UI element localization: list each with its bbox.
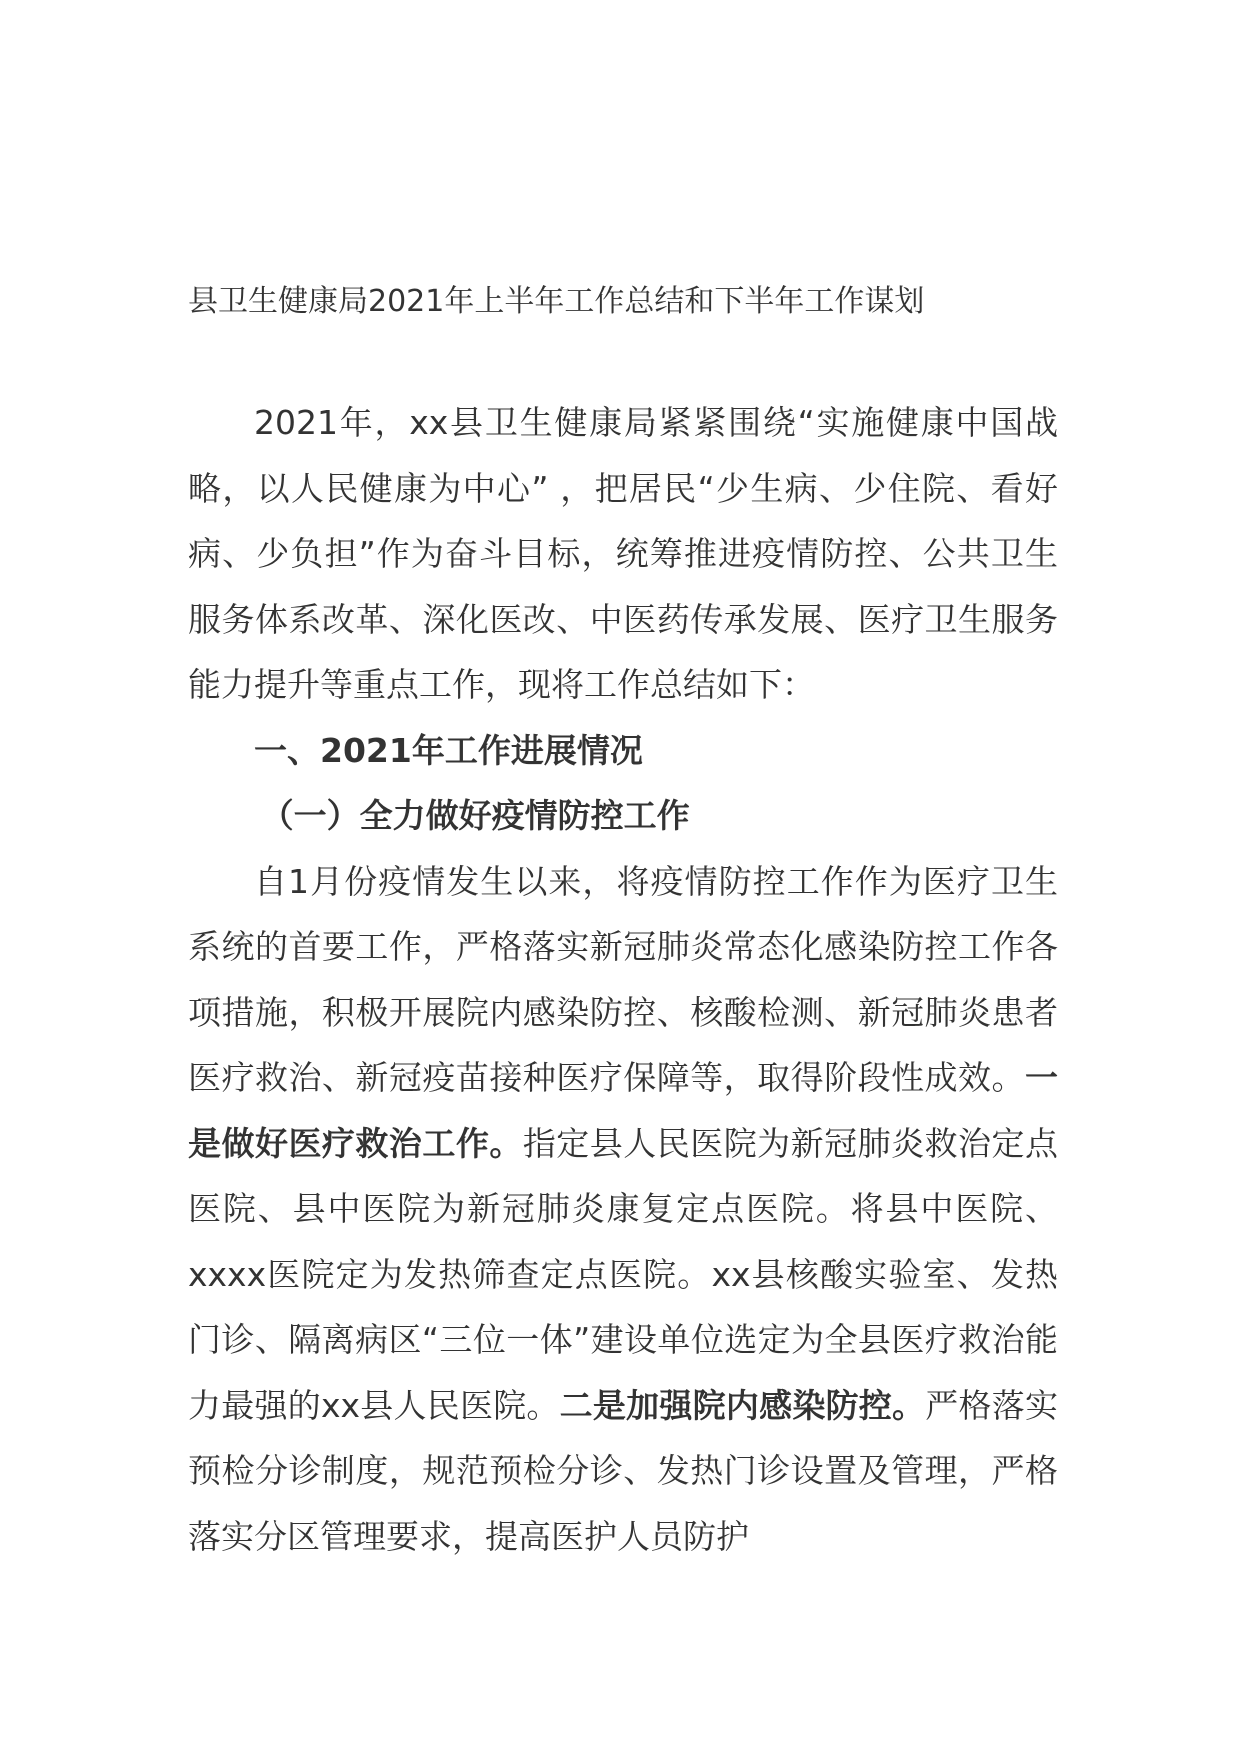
section-heading: 一、2021年工作进展情况 [254, 730, 643, 770]
document-body [188, 390, 1058, 1569]
bold-lead-text: 二是加强院内感染防控。 [559, 1385, 926, 1425]
subsection-heading: （一）全力做好疫情防控工作 [260, 796, 690, 835]
bold-lead-text: 一是做好医疗救治工作。 [188, 1058, 1058, 1163]
paragraph-text: 严格落实预检分诊制度，规范预检分诊、发热门诊设置及管理，严格落实分区管理要求，提高医护人员防护 [188, 1385, 1059, 1556]
intro-paragraph: 2021年，xx县卫生健康局紧紧围绕“实施健康中国战略，以人民健康为中心” ，把居民“少生病、少住院、看好病、少负担”作为奋斗目标，统筹推进疫情防控、公共卫生服务体系改革、深化医改、中医药传承发展、医疗卫生服务能力提升等重点工作，现将工作总结如下： [188, 403, 1058, 704]
paragraph-text: 指定县人民医院为新冠肺炎救治定点医院、县中医院为新冠肺炎康复定点医院。将县中医院、xxxx医院定为发热筛查定点医院。xx县核酸实验室、发热门诊、隔离病区“三位一体”建设单位选定为全县医疗救治能力最强的xx县人民医院。 [188, 1123, 1059, 1425]
document-title: 县卫生健康局2021年上半年工作总结和下半年工作谋划 [188, 284, 925, 319]
body-paragraph [188, 849, 1058, 1570]
paragraph-text: 自1月份疫情发生以来，将疫情防控工作作为医疗卫生系统的首要工作，严格落实新冠肺炎常态化感染防控工作各项措施，积极开展院内感染防控、核酸检测、新冠肺炎患者医疗救治、新冠疫苗接种医疗保障等，取得阶段性成效。 [188, 861, 1058, 1097]
